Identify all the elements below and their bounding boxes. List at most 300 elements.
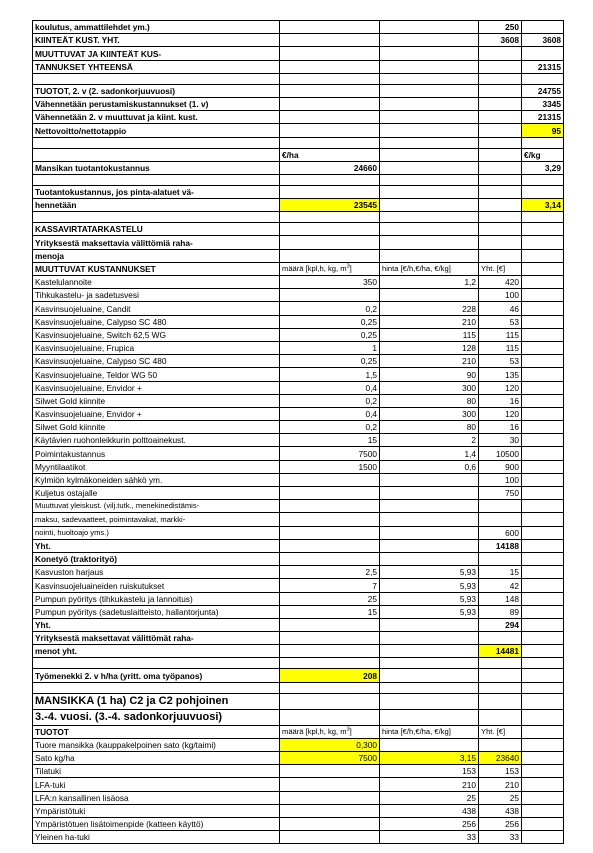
table-cell[interactable] (280, 137, 380, 148)
table-cell[interactable]: Silwet Gold kiinnite (33, 394, 280, 407)
table-cell[interactable]: KIINTEÄT KUST. YHT. (33, 34, 280, 47)
table-cell[interactable] (522, 487, 564, 500)
table-cell[interactable] (380, 60, 479, 73)
table-cell[interactable]: Kasvinsuojeluaine, Envidor + (33, 381, 280, 394)
table-cell[interactable]: 24660 (280, 161, 380, 174)
table-cell[interactable] (280, 289, 380, 302)
table-cell[interactable]: 1 (280, 341, 380, 354)
table-cell[interactable] (280, 473, 380, 486)
table-cell[interactable]: 115 (479, 328, 522, 341)
table-cell[interactable]: 16 (479, 421, 522, 434)
table-cell[interactable]: 1500 (280, 460, 380, 473)
table-cell[interactable]: TUOTOT (33, 725, 280, 738)
table-cell[interactable] (33, 174, 280, 185)
table-cell[interactable]: 3,14 (522, 199, 564, 212)
table-cell[interactable]: 256 (479, 817, 522, 830)
table-cell[interactable]: MUUTTUVAT KUSTANNUKSET (33, 262, 280, 275)
table-cell[interactable]: 0,4 (280, 381, 380, 394)
table-cell[interactable] (479, 632, 522, 645)
table-cell[interactable] (522, 500, 564, 513)
table-cell[interactable] (380, 658, 479, 669)
table-cell[interactable]: 0,25 (280, 328, 380, 341)
table-cell[interactable]: koulutus, ammattilehdet ym.) (33, 21, 280, 34)
table-cell[interactable] (522, 513, 564, 526)
table-cell[interactable] (522, 632, 564, 645)
table-cell[interactable]: 1,2 (380, 276, 479, 289)
table-cell[interactable] (280, 223, 380, 236)
table-cell[interactable] (522, 249, 564, 262)
table-cell[interactable] (380, 738, 479, 751)
table-cell[interactable]: hinta [€/h,€/ha, €/kg] (380, 725, 479, 738)
table-cell[interactable]: 210 (380, 355, 479, 368)
table-cell[interactable]: 80 (380, 421, 479, 434)
table-cell[interactable]: Muuttuvat yleiskust. (vilj.tutk., menekinedistämis- (33, 500, 280, 513)
table-cell[interactable] (522, 539, 564, 552)
table-cell[interactable]: nointi, huoltoajo yms.) (33, 526, 280, 539)
table-cell[interactable]: 115 (479, 341, 522, 354)
table-cell[interactable] (380, 487, 479, 500)
table-cell[interactable] (522, 605, 564, 618)
table-cell[interactable] (522, 394, 564, 407)
table-cell[interactable]: MUUTTUVAT JA KIINTEÄT KUS- (33, 47, 280, 60)
table-cell[interactable] (380, 539, 479, 552)
table-cell[interactable] (380, 34, 479, 47)
table-cell[interactable] (280, 645, 380, 658)
table-cell[interactable]: €/kg (522, 148, 564, 161)
table-cell[interactable] (479, 161, 522, 174)
table-cell[interactable] (479, 693, 522, 709)
table-cell[interactable] (280, 618, 380, 631)
table-cell[interactable] (33, 148, 280, 161)
table-cell[interactable]: 210 (380, 778, 479, 791)
table-cell[interactable]: 256 (380, 817, 479, 830)
table-cell[interactable]: Kasvinsuojeluaine, Switch 62,5 WG (33, 328, 280, 341)
table-cell[interactable] (33, 658, 280, 669)
table-cell[interactable] (479, 185, 522, 198)
table-cell[interactable] (522, 618, 564, 631)
table-cell[interactable]: Vähennetään 2. v muuttuvat ja kiint. kust. (33, 111, 280, 124)
table-cell[interactable]: Kastelulannoite (33, 276, 280, 289)
table-cell[interactable]: 100 (479, 473, 522, 486)
table-cell[interactable] (522, 407, 564, 420)
table-cell[interactable]: 250 (479, 21, 522, 34)
table-cell[interactable]: Kasvinsuojeluaine, Candit (33, 302, 280, 315)
table-cell[interactable] (479, 236, 522, 249)
table-cell[interactable]: 15 (479, 566, 522, 579)
table-cell[interactable] (522, 289, 564, 302)
table-cell[interactable] (479, 738, 522, 751)
table-cell[interactable]: 23640 (479, 752, 522, 765)
table-cell[interactable] (522, 421, 564, 434)
table-cell[interactable] (380, 236, 479, 249)
table-cell[interactable] (280, 709, 380, 725)
table-cell[interactable]: 128 (380, 341, 479, 354)
table-cell[interactable]: 228 (380, 302, 479, 315)
table-cell[interactable]: Poimintakustannus (33, 447, 280, 460)
table-cell[interactable] (280, 817, 380, 830)
table-cell[interactable] (479, 199, 522, 212)
table-cell[interactable]: 300 (380, 407, 479, 420)
table-cell[interactable] (479, 137, 522, 148)
table-cell[interactable]: Yht. (33, 618, 280, 631)
table-cell[interactable] (522, 262, 564, 275)
table-cell[interactable]: 600 (479, 526, 522, 539)
table-cell[interactable]: Kylmiön kylmäkoneiden sähkö ym. (33, 473, 280, 486)
table-cell[interactable] (522, 185, 564, 198)
table-cell[interactable]: Pumpun pyöritys (sadetuslaitteisto, hallantorjunta) (33, 605, 280, 618)
table-cell[interactable] (522, 460, 564, 473)
table-cell[interactable]: 300 (380, 381, 479, 394)
table-cell[interactable] (280, 791, 380, 804)
table-cell[interactable]: Käytävien ruohonleikkurin polttoainekust. (33, 434, 280, 447)
table-cell[interactable] (380, 682, 479, 693)
table-cell[interactable]: Myyntilaatikot (33, 460, 280, 473)
table-cell[interactable]: 148 (479, 592, 522, 605)
table-cell[interactable]: 30 (479, 434, 522, 447)
table-cell[interactable]: 3608 (522, 34, 564, 47)
table-cell[interactable] (380, 97, 479, 110)
table-cell[interactable]: 294 (479, 618, 522, 631)
table-cell[interactable]: Silwet Gold kiinnite (33, 421, 280, 434)
table-cell[interactable] (522, 831, 564, 844)
table-cell[interactable] (380, 618, 479, 631)
table-cell[interactable]: 33 (380, 831, 479, 844)
table-cell[interactable] (280, 552, 380, 565)
table-cell[interactable] (33, 682, 280, 693)
table-cell[interactable]: 5,93 (380, 592, 479, 605)
table-cell[interactable]: 350 (280, 276, 380, 289)
table-cell[interactable]: Kasvinsuojeluaine, Teldor WG 50 (33, 368, 280, 381)
table-cell[interactable] (522, 778, 564, 791)
table-cell[interactable] (479, 500, 522, 513)
table-cell[interactable]: Pumpun pyöritys (tihkukastelu ja lannoitus) (33, 592, 280, 605)
table-cell[interactable]: 7500 (280, 752, 380, 765)
table-cell[interactable]: 5,93 (380, 566, 479, 579)
table-cell[interactable]: LFA-tuki (33, 778, 280, 791)
table-cell[interactable] (522, 817, 564, 830)
table-cell[interactable] (479, 97, 522, 110)
table-cell[interactable] (479, 223, 522, 236)
table-cell[interactable] (280, 212, 380, 223)
table-cell[interactable] (522, 552, 564, 565)
table-cell[interactable] (380, 148, 479, 161)
table-cell[interactable]: 15 (280, 605, 380, 618)
table-cell[interactable]: määrä [kpl,h, kg, $m^3$] (280, 262, 380, 275)
table-cell[interactable] (380, 199, 479, 212)
table-cell[interactable]: 120 (479, 381, 522, 394)
table-cell[interactable] (280, 632, 380, 645)
table-cell[interactable] (479, 249, 522, 262)
table-cell[interactable]: 14188 (479, 539, 522, 552)
table-cell[interactable] (522, 765, 564, 778)
table-cell[interactable] (380, 645, 479, 658)
table-cell[interactable]: 53 (479, 315, 522, 328)
table-cell[interactable] (522, 566, 564, 579)
table-cell[interactable]: 95 (522, 124, 564, 137)
table-cell[interactable]: Ympäristötuki (33, 804, 280, 817)
table-cell[interactable] (280, 249, 380, 262)
table-cell[interactable]: 3,29 (522, 161, 564, 174)
table-cell[interactable] (380, 21, 479, 34)
table-cell[interactable]: Tuotantokustannus, jos pinta-alatuet vä- (33, 185, 280, 198)
table-cell[interactable]: 210 (479, 778, 522, 791)
table-cell[interactable] (280, 831, 380, 844)
table-cell[interactable] (380, 632, 479, 645)
table-cell[interactable]: Yrityksestä maksettavat välittömät raha- (33, 632, 280, 645)
table-cell[interactable]: 42 (479, 579, 522, 592)
table-cell[interactable]: 21315 (522, 60, 564, 73)
table-cell[interactable] (479, 669, 522, 682)
table-cell[interactable] (380, 174, 479, 185)
table-cell[interactable]: 120 (479, 407, 522, 420)
table-cell[interactable]: 7500 (280, 447, 380, 460)
table-cell[interactable] (522, 725, 564, 738)
table-cell[interactable] (380, 124, 479, 137)
table-cell[interactable]: 23545 (280, 199, 380, 212)
table-cell[interactable] (280, 693, 380, 709)
table-cell[interactable]: Yleinen ha-tuki (33, 831, 280, 844)
table-cell[interactable] (280, 97, 380, 110)
table-cell[interactable]: 3608 (479, 34, 522, 47)
table-cell[interactable]: Vähennetään perustamiskustannukset (1. v) (33, 97, 280, 110)
table-cell[interactable] (522, 355, 564, 368)
table-cell[interactable]: 7 (280, 579, 380, 592)
table-cell[interactable]: 0,2 (280, 302, 380, 315)
table-cell[interactable]: 420 (479, 276, 522, 289)
table-cell[interactable] (522, 276, 564, 289)
table-cell[interactable] (479, 513, 522, 526)
table-cell[interactable] (522, 752, 564, 765)
table-cell[interactable]: hennetään (33, 199, 280, 212)
table-cell[interactable]: 153 (479, 765, 522, 778)
table-cell[interactable]: menoja (33, 249, 280, 262)
table-cell[interactable]: LFA:n kansallinen lisäosa (33, 791, 280, 804)
table-cell[interactable] (380, 693, 479, 709)
table-cell[interactable]: hinta [€/h,€/ha, €/kg] (380, 262, 479, 275)
table-cell[interactable]: 5,93 (380, 605, 479, 618)
table-cell[interactable] (280, 526, 380, 539)
table-cell[interactable] (479, 111, 522, 124)
table-cell[interactable] (280, 804, 380, 817)
table-cell[interactable]: KASSAVIRTATARKASTELU (33, 223, 280, 236)
table-cell[interactable]: 0,4 (280, 407, 380, 420)
table-cell[interactable]: TUOTOT, 2. v (2. sadonkorjuuvuosi) (33, 84, 280, 97)
table-cell[interactable] (33, 137, 280, 148)
table-cell[interactable] (479, 709, 522, 725)
table-cell[interactable]: 750 (479, 487, 522, 500)
table-cell[interactable] (522, 658, 564, 669)
table-cell[interactable]: 0,6 (380, 460, 479, 473)
table-cell[interactable]: Tuore mansikka (kauppakelpoinen sato (kg/taimi) (33, 738, 280, 751)
table-cell[interactable] (479, 682, 522, 693)
table-cell[interactable]: 0,300 (280, 738, 380, 751)
table-cell[interactable]: 0,2 (280, 421, 380, 434)
table-cell[interactable]: Kasvinsuojeluaine, Calypso SC 480 (33, 315, 280, 328)
table-cell[interactable]: 33 (479, 831, 522, 844)
table-cell[interactable] (479, 658, 522, 669)
table-cell[interactable] (522, 73, 564, 84)
table-cell[interactable] (522, 174, 564, 185)
table-cell[interactable] (479, 47, 522, 60)
table-cell[interactable] (280, 682, 380, 693)
table-cell[interactable]: Ympäristötuen lisätoimenpide (katteen käyttö) (33, 817, 280, 830)
table-cell[interactable]: Yrityksestä maksettavia välittömiä raha- (33, 236, 280, 249)
table-cell[interactable]: 3.-4. vuosi. (3.-4. sadonkorjuuvuosi) (33, 709, 280, 725)
table-cell[interactable]: 2,5 (280, 566, 380, 579)
table-cell[interactable]: 16 (479, 394, 522, 407)
table-cell[interactable]: 10500 (479, 447, 522, 460)
table-cell[interactable]: 21315 (522, 111, 564, 124)
table-cell[interactable] (380, 212, 479, 223)
table-cell[interactable] (522, 368, 564, 381)
table-cell[interactable] (522, 526, 564, 539)
table-cell[interactable]: 25 (380, 791, 479, 804)
table-cell[interactable] (522, 212, 564, 223)
table-cell[interactable] (522, 693, 564, 709)
table-cell[interactable] (380, 669, 479, 682)
table-cell[interactable] (280, 513, 380, 526)
table-cell[interactable] (380, 473, 479, 486)
table-cell[interactable]: Mansikan tuotantokustannus (33, 161, 280, 174)
table-cell[interactable] (280, 21, 380, 34)
table-cell[interactable] (380, 709, 479, 725)
table-cell[interactable]: 0,25 (280, 355, 380, 368)
table-cell[interactable] (522, 592, 564, 605)
table-cell[interactable]: Yht. (33, 539, 280, 552)
table-cell[interactable]: Kuljetus ostajalle (33, 487, 280, 500)
table-cell[interactable]: €/ha (280, 148, 380, 161)
table-cell[interactable] (380, 552, 479, 565)
table-cell[interactable]: Tilatuki (33, 765, 280, 778)
table-cell[interactable] (280, 487, 380, 500)
table-cell[interactable] (280, 124, 380, 137)
table-cell[interactable]: Konetyö (traktorityö) (33, 552, 280, 565)
table-cell[interactable] (522, 682, 564, 693)
table-cell[interactable] (280, 658, 380, 669)
table-cell[interactable] (522, 223, 564, 236)
table-cell[interactable] (280, 73, 380, 84)
table-cell[interactable] (380, 526, 479, 539)
table-cell[interactable] (280, 174, 380, 185)
table-cell[interactable] (380, 137, 479, 148)
table-cell[interactable] (380, 161, 479, 174)
table-cell[interactable] (522, 709, 564, 725)
table-cell[interactable]: 135 (479, 368, 522, 381)
table-cell[interactable] (522, 669, 564, 682)
table-cell[interactable]: Sato kg/ha (33, 752, 280, 765)
table-cell[interactable] (280, 84, 380, 97)
table-cell[interactable]: 14481 (479, 645, 522, 658)
table-cell[interactable]: 438 (479, 804, 522, 817)
table-cell[interactable] (380, 249, 479, 262)
table-cell[interactable] (522, 473, 564, 486)
table-cell[interactable] (280, 236, 380, 249)
table-cell[interactable] (380, 84, 479, 97)
table-cell[interactable]: 25 (479, 791, 522, 804)
table-cell[interactable] (522, 236, 564, 249)
table-cell[interactable]: 3,15 (380, 752, 479, 765)
table-cell[interactable] (280, 778, 380, 791)
table-cell[interactable] (380, 500, 479, 513)
table-cell[interactable]: MANSIKKA (1 ha) C2 ja C2 pohjoinen (33, 693, 280, 709)
table-cell[interactable]: 15 (280, 434, 380, 447)
table-cell[interactable]: 208 (280, 669, 380, 682)
table-cell[interactable] (522, 434, 564, 447)
table-cell[interactable] (479, 124, 522, 137)
table-cell[interactable] (522, 579, 564, 592)
table-cell[interactable] (280, 500, 380, 513)
table-cell[interactable] (522, 328, 564, 341)
table-cell[interactable] (380, 73, 479, 84)
table-cell[interactable] (280, 539, 380, 552)
table-cell[interactable]: Kasvinsuojeluaine, Envidor + (33, 407, 280, 420)
table-cell[interactable] (522, 645, 564, 658)
table-cell[interactable]: Kasvinsuojeluaine, Frupica (33, 341, 280, 354)
table-cell[interactable] (280, 34, 380, 47)
table-cell[interactable] (522, 804, 564, 817)
table-cell[interactable] (33, 212, 280, 223)
table-cell[interactable]: Nettovoitto/nettotappio (33, 124, 280, 137)
table-cell[interactable] (380, 289, 479, 302)
table-cell[interactable] (479, 73, 522, 84)
table-cell[interactable] (479, 148, 522, 161)
table-cell[interactable]: 25 (280, 592, 380, 605)
table-cell[interactable]: 0,2 (280, 394, 380, 407)
table-cell[interactable] (380, 111, 479, 124)
table-cell[interactable] (522, 302, 564, 315)
table-cell[interactable]: 1,5 (280, 368, 380, 381)
table-cell[interactable] (522, 341, 564, 354)
table-cell[interactable] (522, 791, 564, 804)
table-cell[interactable]: 5,93 (380, 579, 479, 592)
table-cell[interactable] (33, 73, 280, 84)
table-cell[interactable] (522, 21, 564, 34)
table-cell[interactable]: määrä [kpl,h, kg, $m^3$] (280, 725, 380, 738)
table-cell[interactable] (280, 185, 380, 198)
table-cell[interactable]: 2 (380, 434, 479, 447)
table-cell[interactable]: 1,4 (380, 447, 479, 460)
table-cell[interactable]: Yht. [€] (479, 262, 522, 275)
table-cell[interactable] (522, 447, 564, 460)
table-cell[interactable]: 438 (380, 804, 479, 817)
table-cell[interactable] (380, 513, 479, 526)
table-cell[interactable] (479, 212, 522, 223)
table-cell[interactable] (280, 60, 380, 73)
table-cell[interactable] (280, 111, 380, 124)
table-cell[interactable]: maksu, sadevaatteet, poimintavakat, markki- (33, 513, 280, 526)
table-cell[interactable]: Kasvuston harjaus (33, 566, 280, 579)
table-cell[interactable] (479, 84, 522, 97)
table-cell[interactable] (522, 315, 564, 328)
table-cell[interactable] (522, 381, 564, 394)
table-cell[interactable] (479, 60, 522, 73)
table-cell[interactable]: 24755 (522, 84, 564, 97)
table-cell[interactable]: 80 (380, 394, 479, 407)
table-cell[interactable]: Kasvinsuojeluaine, Calypso SC 480 (33, 355, 280, 368)
table-cell[interactable]: 3345 (522, 97, 564, 110)
table-cell[interactable] (522, 137, 564, 148)
table-cell[interactable]: TANNUKSET YHTEENSÄ (33, 60, 280, 73)
table-cell[interactable] (280, 47, 380, 60)
table-cell[interactable] (380, 185, 479, 198)
table-cell[interactable] (479, 552, 522, 565)
table-cell[interactable]: Tihkukastelu- ja sadetusvesi (33, 289, 280, 302)
table-cell[interactable]: 0,25 (280, 315, 380, 328)
table-cell[interactable]: 53 (479, 355, 522, 368)
table-cell[interactable] (280, 765, 380, 778)
table-cell[interactable]: Yht. [€] (479, 725, 522, 738)
table-cell[interactable]: menot yht. (33, 645, 280, 658)
